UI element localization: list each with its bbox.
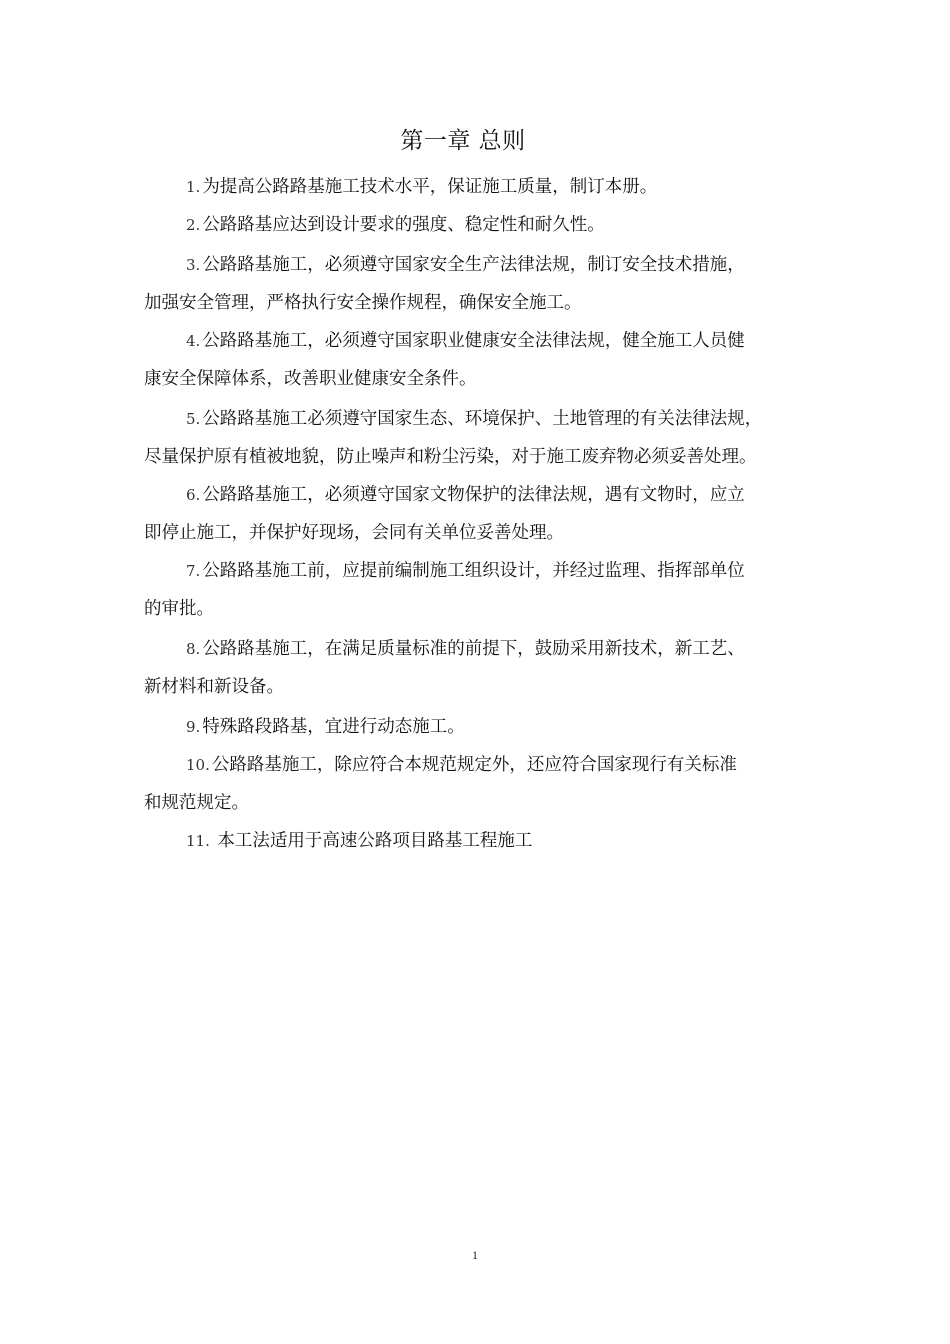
paragraph-text: 本工法适用于高速公路项目路基工程施工 (211, 831, 533, 851)
paragraph-2 (144, 206, 824, 244)
page-number: 1 (472, 1248, 478, 1262)
paragraph-number: 9. (186, 718, 201, 736)
paragraph-text: 公路路基施工，必须遵守国家职业健康安全法律法规，健全施工人员健 (202, 331, 745, 351)
paragraph-list (144, 168, 824, 860)
paragraph-text-continued: 加强安全管理，严格执行安全操作规程，确保安全施工。 (144, 293, 582, 313)
paragraph-number: 6. (186, 486, 201, 504)
paragraph-11 (144, 822, 824, 860)
paragraph-number: 4. (186, 332, 201, 350)
paragraph-8 (144, 630, 824, 706)
paragraph-text-continued: 康安全保障体系，改善职业健康安全条件。 (144, 369, 477, 389)
paragraph-6 (144, 476, 824, 552)
paragraph-text-continued: 新材料和新设备。 (144, 677, 284, 697)
paragraph-number: 10. (186, 756, 210, 774)
paragraph-text: 公路路基应达到设计要求的强度、稳定性和耐久性。 (202, 215, 605, 235)
paragraph-text: 公路路基施工前，应提前编制施工组织设计，并经过监理、指挥部单位 (202, 561, 745, 581)
paragraph-text: 公路路基施工，在满足质量标准的前提下，鼓励采用新技术，新工艺、 (202, 639, 745, 659)
paragraph-text: 为提高公路路基施工技术水平，保证施工质量，制订本册。 (202, 177, 658, 197)
paragraph-number: 8. (186, 640, 201, 658)
paragraph-text-continued: 尽量保护原有植被地貌，防止噪声和粉尘污染，对于施工废弃物必须妥善处理。 (144, 447, 757, 467)
paragraph-1 (144, 168, 824, 206)
paragraph-number: 7. (186, 562, 201, 580)
paragraph-9 (144, 708, 824, 746)
paragraph-number: 2. (186, 216, 201, 234)
paragraph-number: 1. (186, 178, 201, 196)
paragraph-text: 公路路基施工，必须遵守国家安全生产法律法规，制订安全技术措施， (202, 255, 745, 275)
paragraph-text: 公路路基施工必须遵守国家生态、环境保护、土地管理的有关法律法规， (202, 409, 763, 429)
chapter-title: 第一章 总则 (400, 128, 526, 154)
paragraph-number: 11. (186, 832, 210, 850)
paragraph-number: 3. (186, 256, 201, 274)
paragraph-text-continued: 的审批。 (144, 599, 214, 619)
paragraph-3 (144, 246, 824, 322)
paragraph-text: 公路路基施工，除应符合本规范规定外，还应符合国家现行有关标准 (211, 755, 737, 775)
paragraph-5 (144, 400, 824, 476)
paragraph-text: 公路路基施工，必须遵守国家文物保护的法律法规，遇有文物时，应立 (202, 485, 745, 505)
paragraph-text-continued: 和规范规定。 (144, 793, 249, 813)
paragraph-7 (144, 552, 824, 628)
paragraph-10 (144, 746, 824, 822)
paragraph-text-continued: 即停止施工，并保护好现场，会同有关单位妥善处理。 (144, 523, 564, 543)
paragraph-4 (144, 322, 824, 398)
paragraph-number: 5. (186, 410, 201, 428)
paragraph-text: 特殊路段路基，宜进行动态施工。 (202, 717, 465, 737)
